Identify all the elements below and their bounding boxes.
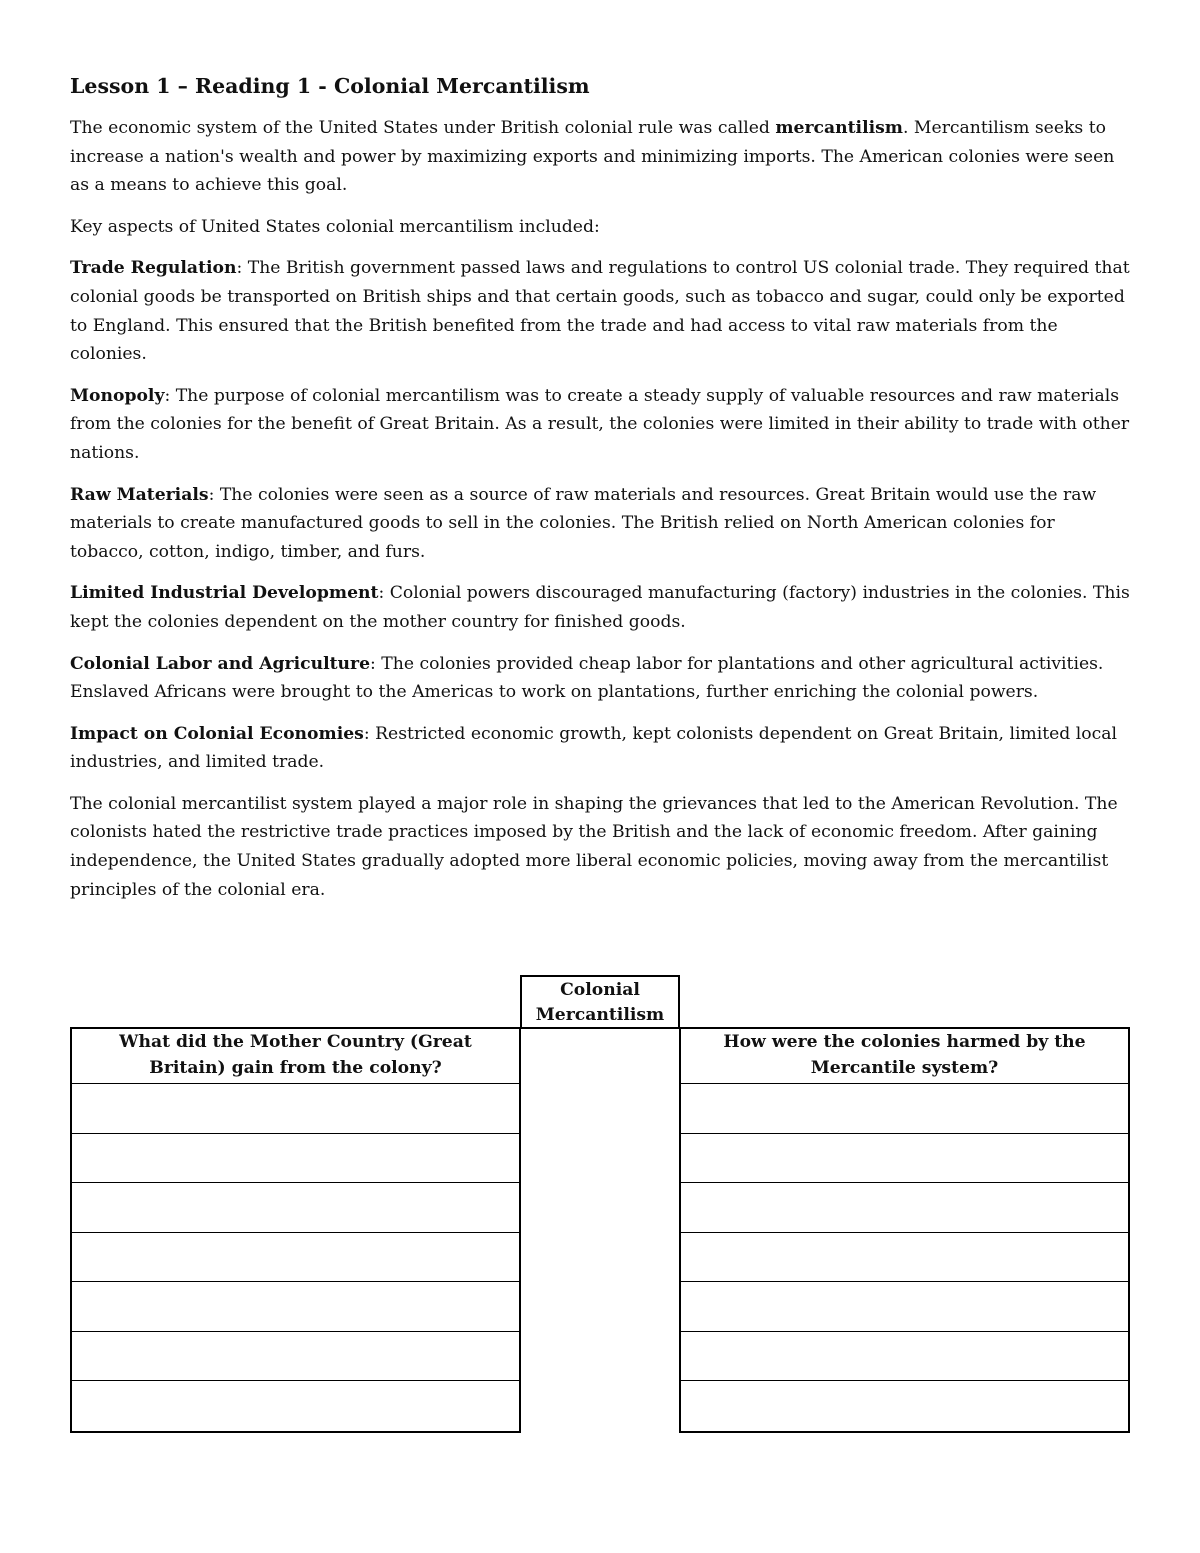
answer-row[interactable] [72,1381,519,1431]
answer-row[interactable] [681,1134,1128,1184]
answer-row[interactable] [681,1084,1128,1134]
gain-table [70,1027,521,1433]
intro-text-1: The economic system of the United States under British colonial rule was called [70,118,776,138]
harm-table [679,1027,1130,1433]
section-impact [70,720,1130,777]
answer-row[interactable] [681,1381,1128,1431]
answer-row[interactable] [72,1134,519,1184]
section-term: Monopoly [70,385,165,406]
intro-text-2: . Mercantilism seeks to increase a nation's wealth and power by maximizing exports and minimizing imports. The American colonies were seen as a means to achieve this goal. [70,118,1115,196]
section-text: : The colonies provided cheap labor for plantations and other agricultural activities. Enslaved Africans were brought to the Americas to work on plantations, further enriching the colonial powers. [70,653,1104,703]
answer-row[interactable] [72,1332,519,1382]
answer-row[interactable] [72,1233,519,1283]
section-term: Impact on Colonial Economies [70,723,364,744]
section-text: : Restricted economic growth, kept colonists dependent on Great Britain, limited local industries, and limited trade. [70,723,1117,773]
section-text: : The British government passed laws and regulations to control US colonial trade. They required that colonial goods be transported on British ships and that certain goods, such as tobacco and sugar, could only be exported to England. This ensured that the British benefited from the trade and had access to vital raw materials from the colonies. [70,258,1130,365]
answer-row[interactable] [681,1183,1128,1233]
section-term: Trade Regulation [70,258,237,279]
graphic-organizer [70,975,1130,1431]
section-monopoly [70,382,1130,468]
document-page [70,70,1130,917]
answer-row[interactable] [72,1183,519,1233]
intro-bold-term: mercantilism [775,118,903,138]
answer-row[interactable] [681,1282,1128,1332]
section-text: : The purpose of colonial mercantilism was to create a steady supply of valuable resources and raw materials from the colonies for the benefit of Great Britain. As a result, the colonies were limited in their ability to trade with other nations. [70,385,1130,463]
organizer-center-label: Colonial Mercantilism [520,975,680,1029]
harm-table-header: How were the colonies harmed by the Mercantile system? [681,1029,1128,1084]
gain-table-header: What did the Mother Country (Great Britain) gain from the colony? [72,1029,519,1084]
section-raw-materials [70,481,1130,567]
section-colonial-labor [70,650,1130,707]
answer-row[interactable] [72,1084,519,1134]
answer-row[interactable] [681,1233,1128,1283]
answer-row[interactable] [681,1332,1128,1382]
gain-table-rows [72,1084,519,1431]
section-limited-industrial-development [70,579,1130,636]
conclusion-paragraph: The colonial mercantilist system played a major role in shaping the grievances that led to the American Revolution. The colonists hated the restrictive trade practices imposed by the British and the lack of economic freedom. After gaining independence, the United States gradually adopted more liberal economic policies, moving away from the mercantilist principles of the colonial era. [70,793,1118,900]
section-text: : The colonies were seen as a source of raw materials and resources. Great Britain would use the raw materials to create manufactured goods to sell in the colonies. The British relied on North American colonies for tobacco, cotton, indigo, timber, and furs. [70,484,1097,562]
page-title: Lesson 1 – Reading 1 - Colonial Mercantilism [70,74,590,98]
answer-row[interactable] [72,1282,519,1332]
harm-table-rows [681,1084,1128,1431]
section-text: : Colonial powers discouraged manufacturing (factory) industries in the colonies. This kept the colonies dependent on the mother country for finished goods. [70,583,1130,632]
section-term: Limited Industrial Development [70,583,379,604]
section-trade-regulation [70,254,1130,368]
key-aspects-paragraph: Key aspects of United States colonial mercantilism included: [70,216,600,237]
intro-paragraph [70,114,1130,200]
section-term: Colonial Labor and Agriculture [70,653,371,674]
section-term: Raw Materials [70,484,209,505]
